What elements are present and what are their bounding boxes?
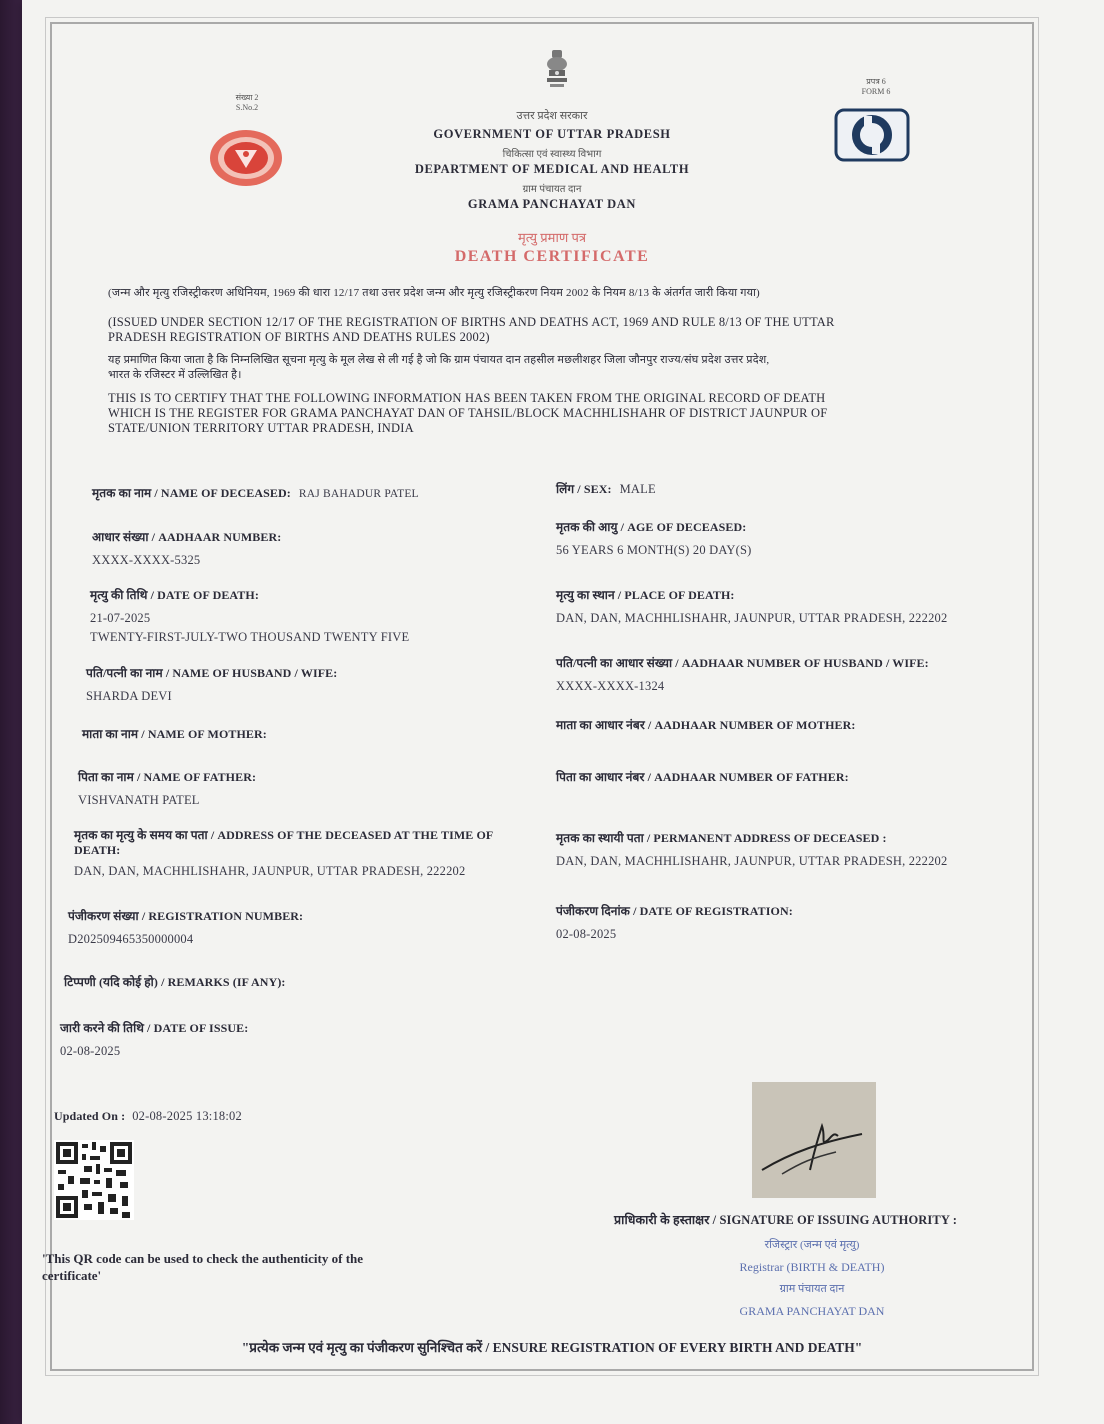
address-label-2: DEATH: (74, 843, 121, 857)
spouse-aadhaar-label: पति/पत्नी का आधार संख्या / AADHAAR NUMBER OF HUSBAND / WIFE: (556, 656, 929, 670)
mother-field (82, 725, 267, 742)
registrar-gp-en: GRAMA PANCHAYAT DAN (739, 1304, 885, 1318)
mother-aadhaar-field (556, 716, 856, 733)
certify-en-3: STATE/UNION TERRITORY UTTAR PRADESH, INDIA (108, 421, 414, 435)
gp-en: GRAMA PANCHAYAT DAN (467, 197, 637, 211)
updated-on (54, 1107, 242, 1125)
age-value: 56 YEARS 6 MONTH(S) 20 DAY(S) (556, 543, 752, 557)
reg-date-label: पंजीकरण दिनांक / DATE OF REGISTRATION: (556, 904, 793, 918)
father-aadhaar-field (556, 768, 849, 785)
registrar-hi: रजिस्ट्रार (जन्म एवं मृत्यु) (764, 1239, 860, 1251)
reg-no-field (68, 907, 303, 947)
issue-date-field (60, 1019, 248, 1059)
name-value: RAJ BAHADUR PATEL (298, 488, 419, 500)
signature-label-block (614, 1211, 957, 1229)
dept-hi: चिकित्सा एवं स्वास्थ्य विभाग (502, 149, 602, 160)
national-emblem-icon (540, 48, 574, 97)
address-field (74, 826, 493, 879)
issue-label: जारी करने की तिथि / DATE OF ISSUE: (60, 1021, 249, 1035)
title-hi: मृत्यु प्रमाण पत्र (517, 230, 587, 245)
father-aadhaar-label: पिता का आधार नंबर / AADHAAR NUMBER OF FATHER: (556, 770, 849, 784)
name-label: मृतक का नाम / NAME OF DECEASED: (92, 486, 291, 500)
spouse-field (86, 664, 337, 704)
certify-en-1: THIS IS TO CERTIFY THAT THE FOLLOWING INFORMATION HAS BEEN TAKEN FROM THE ORIGINAL RECORD OF DEATH (108, 391, 826, 405)
reg-date-field (556, 902, 793, 942)
updated-label: Updated On : (54, 1109, 126, 1123)
govt-hi: उत्तर प्रदेश सरकार (516, 110, 588, 122)
dod-words: TWENTY-FIRST-JULY-TWO THOUSAND TWENTY FIVE (90, 630, 410, 644)
spouse-label: पति/पत्नी का नाम / NAME OF HUSBAND / WIFE: (86, 666, 338, 680)
aadhaar-value: XXXX-XXXX-5325 (92, 553, 201, 567)
perm-address-field (556, 829, 947, 869)
spouse-aadhaar-value: XXXX-XXXX-1324 (556, 679, 665, 693)
sex-value: MALE (619, 482, 656, 496)
serial-number (222, 92, 272, 112)
header-block (352, 108, 752, 266)
up-govt-seal-icon (208, 128, 284, 193)
form-number (836, 76, 916, 96)
dod-label: मृत्यु की तिथि / DATE OF DEATH: (90, 588, 259, 602)
sex-field (556, 480, 656, 498)
signature-label: प्राधिकारी के हस्ताक्षर / SIGNATURE OF ISSUING AUTHORITY : (614, 1213, 957, 1227)
slogan-text: "प्रत्येक जन्म एवं मृत्यु का पंजीकरण सुनिश्चित करें / ENSURE REGISTRATION OF EVERY BIRTH AND DEATH" (241, 1340, 863, 1355)
act-en-2: PRADESH REGISTRATION OF BIRTHS AND DEATHS RULES 2002) (108, 330, 490, 344)
mother-aadhaar-label: माता का आधार नंबर / AADHAAR NUMBER OF MOTHER: (556, 718, 856, 732)
age-label: मृतक की आयु / AGE OF DECEASED: (556, 520, 747, 534)
act-hi: (जन्म और मृत्यु रजिस्ट्रीकरण अधिनियम, 1969 की धारा 12/17 तथा उत्तर प्रदेश जन्म और मृत्यु रजिस्ट्रीकरण नियम 2002 के नियम 8/13 के अंतर्गत जारी किया गया) (108, 287, 760, 299)
qr-code-icon (54, 1140, 134, 1225)
certify-en-2: WHICH IS THE REGISTER FOR GRAMA PANCHAYAT DAN OF TAHSIL/BLOCK MACHHLISHAHR OF DISTRICT JAUNPUR OF (108, 406, 828, 420)
pod-field (556, 586, 947, 626)
registrar-en: Registrar (BIRTH & DEATH) (739, 1260, 885, 1274)
pod-value: DAN, DAN, MACHHLISHAHR, JAUNPUR, UTTAR PRADESH, 222202 (556, 611, 948, 625)
certify-hi-1: यह प्रमाणित किया जाता है कि निम्नलिखित सूचना मृत्यु के मूल लेख से ली गई है जो कि ग्राम पंचायत दान तहसील मछलीशहर जिला जौनपुर राज्य/संघ प्रदेश उत्तर प्रदेश, (108, 354, 770, 366)
act-en-1: (ISSUED UNDER SECTION 12/17 OF THE REGISTRATION OF BIRTHS AND DEATHS ACT, 1969 AND RULE 8/13 OF THE UTTAR (108, 315, 835, 329)
qr-note (42, 1250, 363, 1284)
remarks-label: टिप्पणी (यदि कोई हो) / REMARKS (IF ANY): (64, 975, 286, 989)
father-label: पिता का नाम / NAME OF FATHER: (78, 770, 257, 784)
name-field (92, 484, 419, 502)
certify-hi-2: भारत के रजिस्टर में उल्लिखित है। (108, 369, 242, 381)
serial-hi: संख्या 2 (235, 93, 259, 102)
dod-value: 21-07-2025 (90, 611, 151, 625)
reg-no-label: पंजीकरण संख्या / REGISTRATION NUMBER: (68, 909, 304, 923)
father-field (78, 768, 256, 808)
aadhaar-label: आधार संख्या / AADHAAR NUMBER: (92, 530, 282, 544)
govt-en: GOVERNMENT OF UTTAR PRADESH (433, 127, 671, 141)
dept-en: DEPARTMENT OF MEDICAL AND HEALTH (414, 162, 690, 176)
slogan (82, 1338, 1022, 1356)
signature-image (752, 1082, 876, 1198)
title-en: DEATH CERTIFICATE (454, 248, 650, 265)
updated-value: 02-08-2025 13:18:02 (132, 1109, 242, 1123)
signature-icon (752, 1082, 876, 1198)
reg-no-value: D202509465350000004 (68, 932, 194, 946)
remarks-field (64, 973, 286, 990)
address-value: DAN, DAN, MACHHLISHAHR, JAUNPUR, UTTAR PRADESH, 222202 (74, 864, 466, 878)
crs-logo-icon (834, 108, 910, 167)
age-field (556, 518, 752, 558)
qr-note-1: 'This QR code can be used to check the authenticity of the (42, 1251, 364, 1266)
registrar-block (692, 1234, 932, 1322)
intro-block (108, 286, 1038, 436)
form-hi: प्रपत्र 6 (866, 77, 886, 86)
certificate-page (22, 0, 1104, 1424)
registrar-gp-hi: ग्राम पंचायत दान (779, 1283, 845, 1295)
dod-field (90, 586, 409, 645)
spouse-value: SHARDA DEVI (86, 689, 172, 703)
perm-address-value: DAN, DAN, MACHHLISHAHR, JAUNPUR, UTTAR PRADESH, 222202 (556, 854, 948, 868)
pod-label: मृत्यु का स्थान / PLACE OF DEATH: (556, 588, 735, 602)
sex-label: लिंग / SEX: (556, 482, 612, 496)
perm-address-label: मृतक का स्थायी पता / PERMANENT ADDRESS OF DECEASED : (556, 831, 887, 845)
gp-hi: ग्राम पंचायत दान (522, 184, 582, 195)
address-label-1: मृतक का मृत्यु के समय का पता / ADDRESS OF THE DECEASED AT THE TIME OF (74, 828, 494, 842)
spouse-aadhaar-field (556, 654, 929, 694)
form-en: FORM 6 (861, 87, 891, 96)
mother-label: माता का नाम / NAME OF MOTHER: (82, 727, 267, 741)
issue-value: 02-08-2025 (60, 1044, 121, 1058)
serial-en: S.No.2 (235, 103, 259, 112)
qr-note-2: certificate' (42, 1268, 102, 1283)
aadhaar-field (92, 528, 281, 568)
reg-date-value: 02-08-2025 (556, 927, 617, 941)
father-value: VISHVANATH PATEL (78, 793, 200, 807)
